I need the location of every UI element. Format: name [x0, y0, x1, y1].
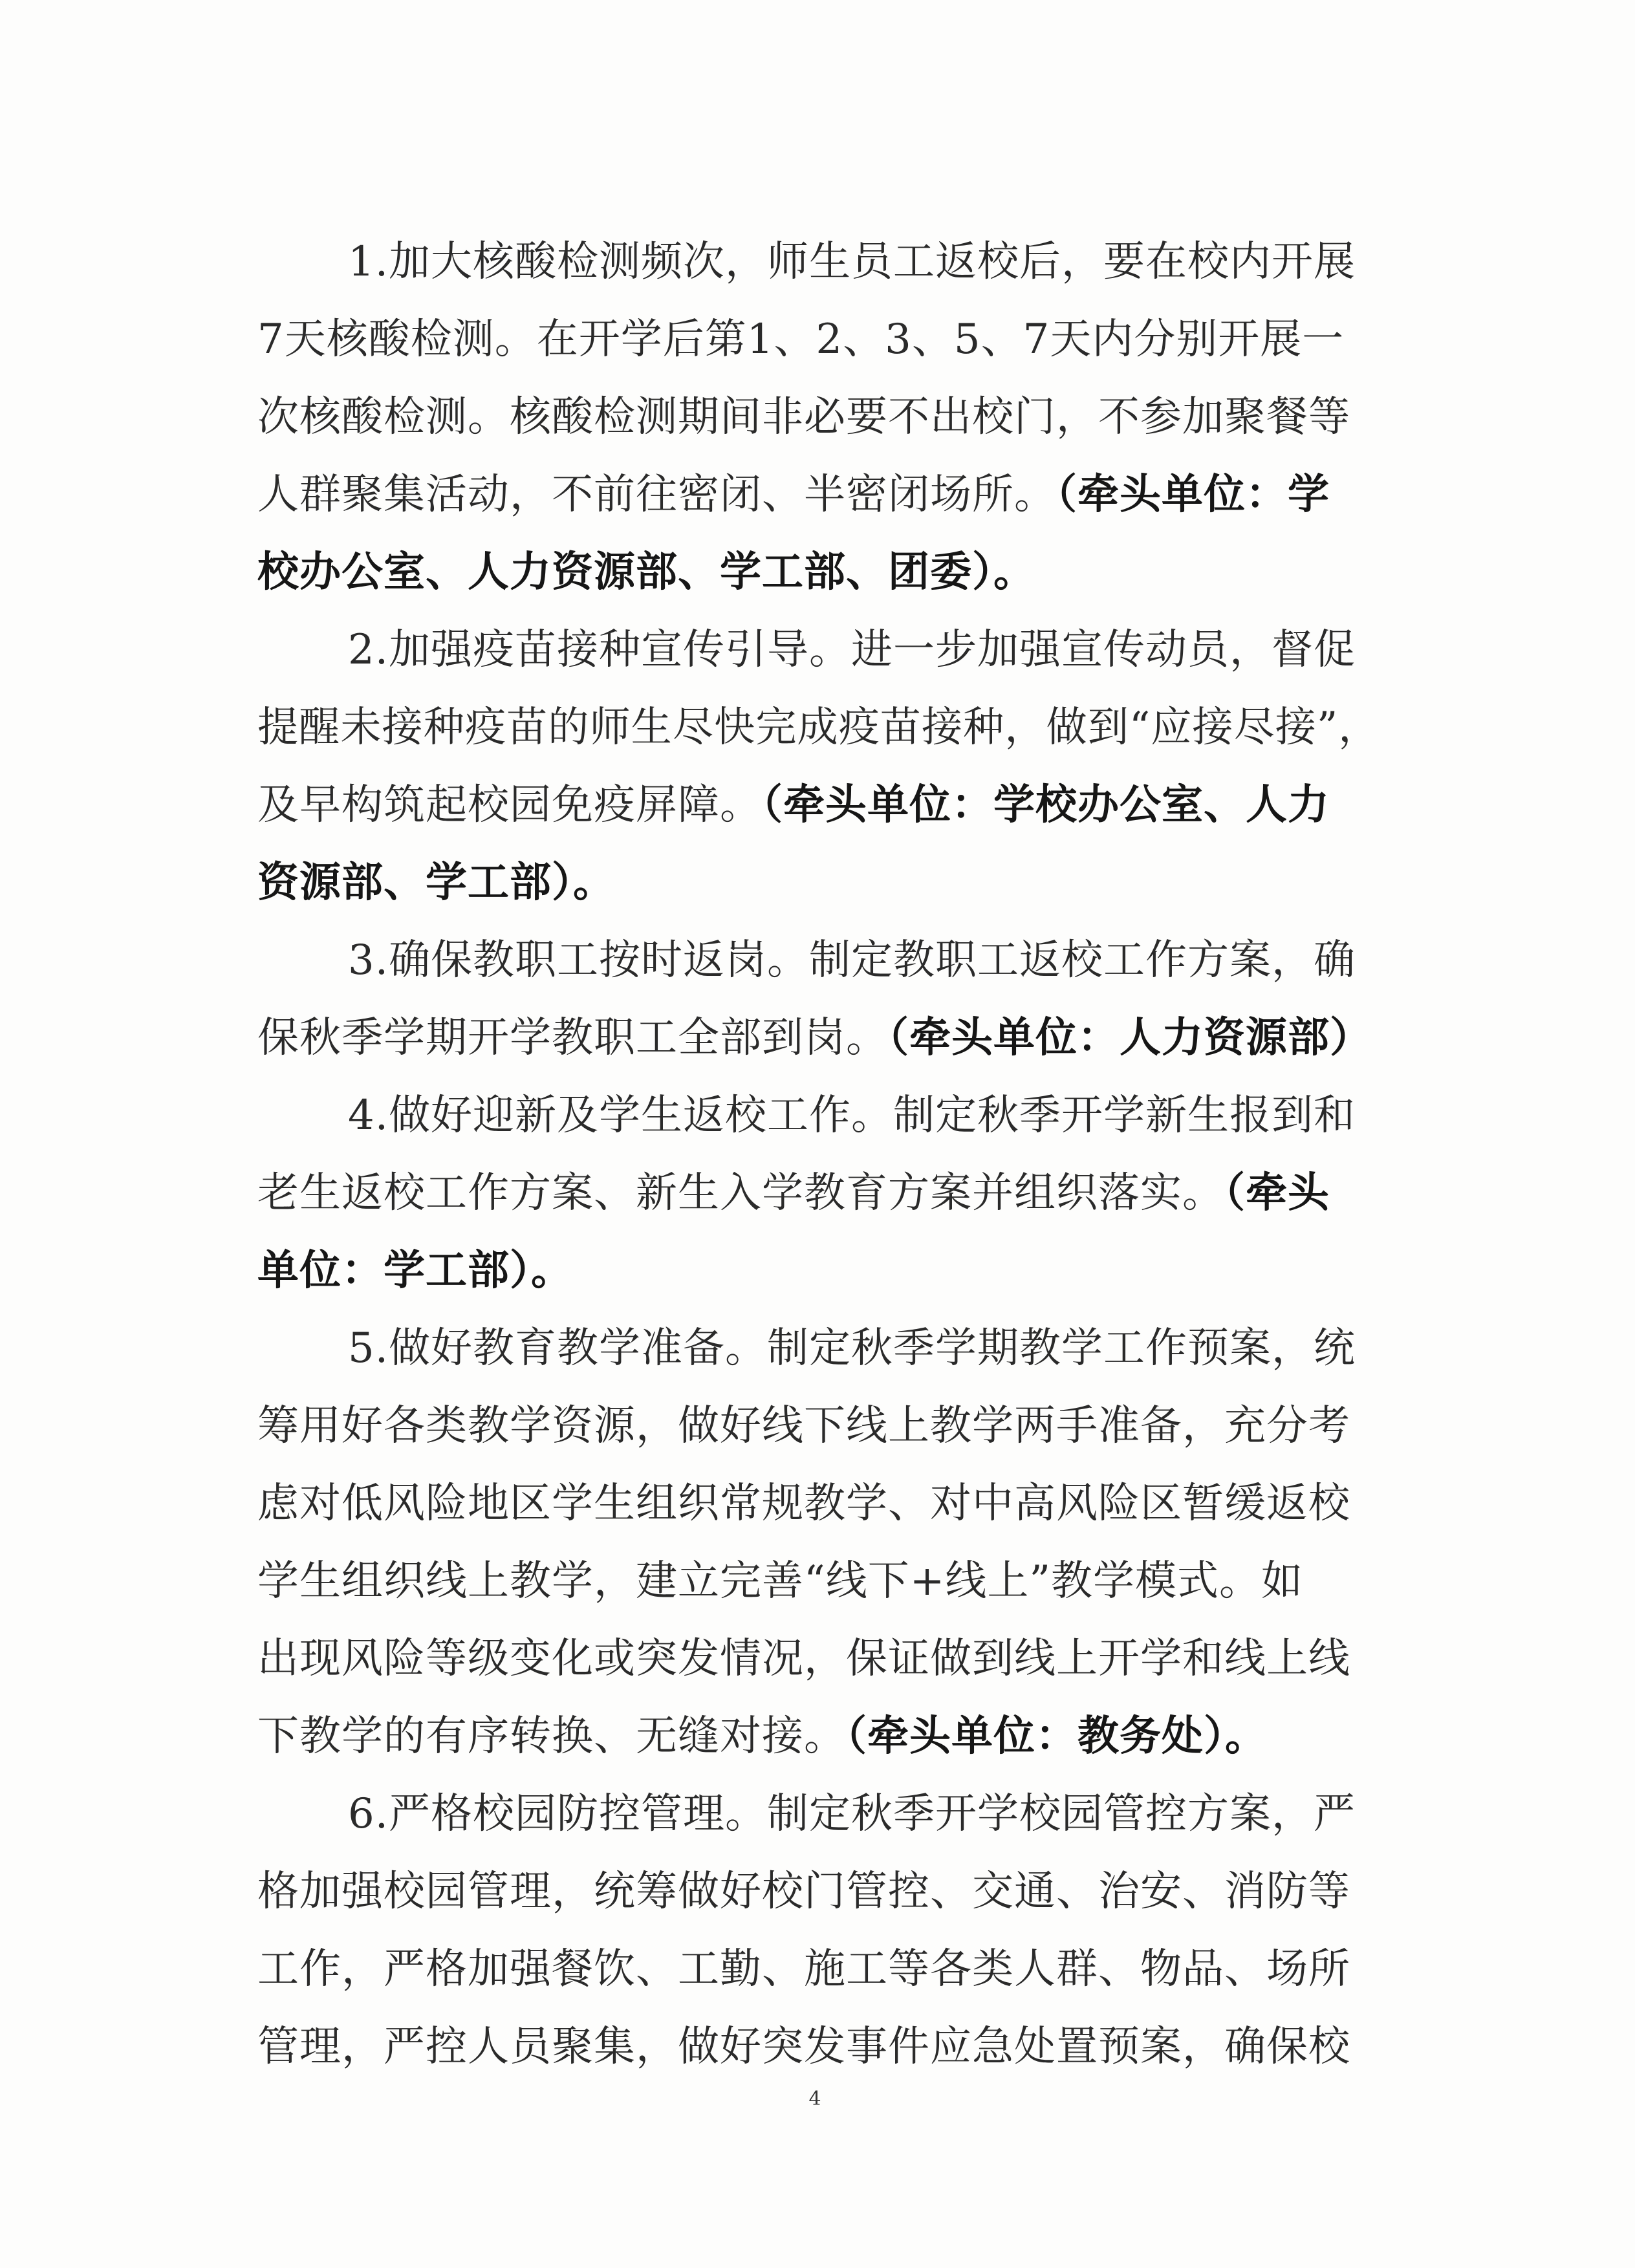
text-run: 保秋季学期开学教职工全部到岗。 — [257, 1014, 888, 1062]
text-run: 1.加大核酸检测频次，师生员工返校后，要在校内开展 — [348, 238, 1356, 286]
text-run: 次核酸检测。核酸检测期间非必要不出校门，不参加聚餐等 — [257, 393, 1350, 441]
text-run: 2.加强疫苗接种宣传引导。进一步加强宣传动员，督促 — [348, 626, 1356, 674]
text-run: 工作，严格加强餐饮、工勤、施工等各类人群、物品、场所 — [257, 1945, 1350, 1993]
paragraph-1-line-3 — [257, 378, 1350, 456]
text-run: 虑对低风险地区学生组织常规教学、对中高风险区暂缓返校 — [257, 1480, 1350, 1528]
lead-unit-note: 单位：学工部）。 — [257, 1246, 573, 1295]
paragraph-5-line-5 — [257, 1620, 1350, 1698]
lead-unit-note: （牵头单位：学 — [1056, 470, 1330, 519]
paragraph-5-line-1 — [348, 1310, 1356, 1387]
text-run: 及早构筑起校园免疫屏障。 — [257, 781, 762, 829]
lead-unit-note: 资源部、学工部）。 — [257, 858, 615, 907]
text-run: 4.做好迎新及学生返校工作。制定秋季开学新生报到和 — [348, 1092, 1356, 1139]
paragraph-4-line-2 — [257, 1154, 1330, 1232]
paragraph-6-line-4 — [257, 2008, 1350, 2086]
paragraph-1-line-4 — [257, 456, 1330, 534]
paragraph-4-line-3 — [257, 1232, 573, 1310]
paragraph-1-line-2 — [257, 301, 1344, 378]
text-run: 6.严格校园防控管理。制定秋季开学校园管控方案，严 — [348, 1790, 1356, 1838]
text-run: 提醒未接种疫苗的师生尽快完成疫苗接种，做到“应接尽接”， — [257, 704, 1380, 751]
lead-unit-note: （牵头 — [1224, 1169, 1330, 1217]
text-run: 学生组织线上教学，建立完善“线下+线上”教学模式。如 — [257, 1557, 1304, 1605]
paragraph-2-line-2 — [257, 689, 1380, 766]
text-run: 格加强校园管理，统筹做好校门管控、交通、治安、消防等 — [257, 1868, 1350, 1916]
paragraph-1-line-1 — [348, 223, 1356, 301]
paragraph-4-line-1 — [348, 1077, 1356, 1154]
text-run: 下教学的有序转换、无缝对接。 — [257, 1712, 846, 1760]
paragraph-3-line-1 — [348, 922, 1356, 999]
text-run: 出现风险等级变化或突发情况，保证做到线上开学和线上线 — [257, 1635, 1350, 1683]
paragraph-2-line-3 — [257, 766, 1330, 844]
paragraph-6-line-3 — [257, 1930, 1350, 2008]
text-run: 5.做好教育教学准备。制定秋季学期教学工作预案，统 — [348, 1324, 1356, 1372]
lead-unit-note: 校办公室、人力资源部、学工部、团委）。 — [257, 548, 1035, 596]
text-run: 管理，严控人员聚集，做好突发事件应急处置预案，确保校 — [257, 2023, 1350, 2071]
paragraph-6-line-1 — [348, 1775, 1356, 1853]
paragraph-5-line-3 — [257, 1465, 1350, 1542]
paragraph-2-line-4 — [257, 844, 615, 922]
paragraph-2-line-1 — [348, 611, 1356, 689]
paragraph-5-line-6 — [257, 1698, 1267, 1775]
text-run: 人群聚集活动，不前往密闭、半密闭场所。 — [257, 471, 1056, 519]
paragraph-6-line-2 — [257, 1853, 1350, 1930]
text-run: 老生返校工作方案、新生入学教育方案并组织落实。 — [257, 1169, 1224, 1217]
paragraph-3-line-2 — [257, 999, 1372, 1077]
text-run: 7天核酸检测。在开学后第1、2、3、5、7天内分别开展一 — [257, 316, 1345, 363]
lead-unit-note: （牵头单位：学校办公室、人力 — [762, 781, 1330, 829]
paragraph-5-line-4 — [257, 1542, 1303, 1620]
paragraph-5-line-2 — [257, 1387, 1350, 1465]
text-run: 筹用好各类教学资源，做好线下线上教学两手准备，充分考 — [257, 1402, 1350, 1450]
lead-unit-note: （牵头单位：人力资源部） — [888, 1013, 1372, 1062]
page-number: 4 — [808, 2088, 821, 2110]
paragraph-1-line-5 — [257, 534, 1035, 611]
lead-unit-note: （牵头单位：教务处）。 — [846, 1712, 1267, 1760]
text-run: 3.确保教职工按时返岗。制定教职工返校工作方案，确 — [348, 936, 1356, 984]
